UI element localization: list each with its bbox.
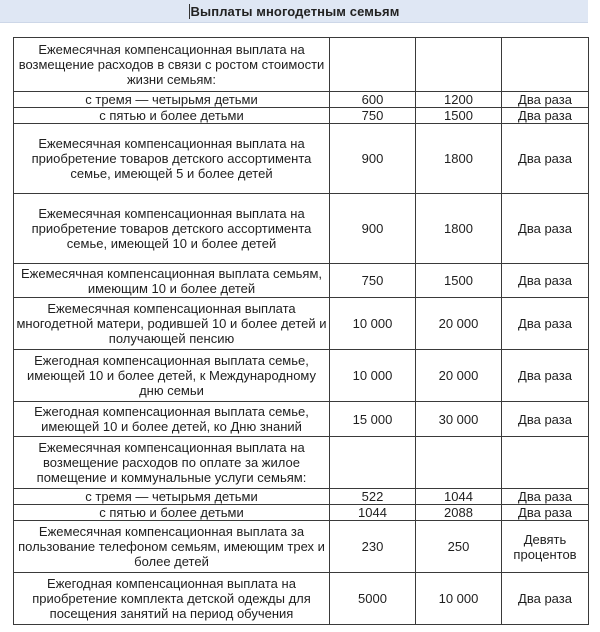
desc-cell: Ежегодная компенсационная выплата семье, имеющей 10 и более детей, к Международному дню семьи	[14, 350, 330, 402]
new-amount-cell: 1500	[416, 108, 502, 124]
increase-cell: Два раза	[502, 298, 589, 350]
payments-table	[13, 37, 589, 625]
table-row	[14, 350, 589, 402]
old-amount-cell: 10 000	[330, 298, 416, 350]
desc-cell: Ежемесячная компенсационная выплата многодетной матери, родившей 10 и более детей и получающей пенсию	[14, 298, 330, 350]
table-row	[14, 108, 589, 124]
new-amount-cell	[416, 38, 502, 92]
desc-cell: Ежемесячная компенсационная выплата на возмещение расходов в связи с ростом стоимости жизни семьям:	[14, 38, 330, 92]
old-amount-cell: 10 000	[330, 350, 416, 402]
increase-cell: Два раза	[502, 505, 589, 521]
new-amount-cell: 30 000	[416, 402, 502, 437]
new-amount-cell: 20 000	[416, 350, 502, 402]
desc-cell: с пятью и более детьми	[14, 108, 330, 124]
old-amount-cell: 522	[330, 489, 416, 505]
increase-cell: Два раза	[502, 92, 589, 108]
new-amount-cell: 250	[416, 521, 502, 573]
new-amount-cell: 1044	[416, 489, 502, 505]
table-row	[14, 521, 589, 573]
table-row	[14, 402, 589, 437]
new-amount-cell: 1800	[416, 124, 502, 194]
table-row	[14, 92, 589, 108]
new-amount-cell: 20 000	[416, 298, 502, 350]
increase-cell: Два раза	[502, 108, 589, 124]
old-amount-cell: 5000	[330, 573, 416, 625]
desc-cell: с тремя — четырьмя детьми	[14, 92, 330, 108]
page-title: Выплаты многодетным семьям	[190, 3, 400, 19]
increase-cell: Два раза	[502, 489, 589, 505]
desc-cell: с тремя — четырьмя детьми	[14, 489, 330, 505]
increase-cell	[502, 437, 589, 489]
increase-cell: Два раза	[502, 573, 589, 625]
old-amount-cell: 900	[330, 124, 416, 194]
desc-cell: Ежегодная компенсационная выплата семье, имеющей 10 и более детей, ко Дню знаний	[14, 402, 330, 437]
new-amount-cell: 1500	[416, 264, 502, 298]
new-amount-cell: 1800	[416, 194, 502, 264]
increase-cell: Девять процентов	[502, 521, 589, 573]
desc-cell: Ежемесячная компенсационная выплата на приобретение товаров детского ассортимента семье, имеющей 10 и более детей	[14, 194, 330, 264]
desc-cell: с пятью и более детьми	[14, 505, 330, 521]
increase-cell: Два раза	[502, 124, 589, 194]
table-row	[14, 194, 589, 264]
table-row	[14, 489, 589, 505]
old-amount-cell: 230	[330, 521, 416, 573]
new-amount-cell	[416, 437, 502, 489]
new-amount-cell: 2088	[416, 505, 502, 521]
new-amount-cell: 10 000	[416, 573, 502, 625]
table-row	[14, 505, 589, 521]
increase-cell: Два раза	[502, 402, 589, 437]
desc-cell: Ежегодная компенсационная выплата на приобретение комплекта детской одежды для посещения занятий на период обучения	[14, 573, 330, 625]
old-amount-cell: 900	[330, 194, 416, 264]
old-amount-cell: 15 000	[330, 402, 416, 437]
old-amount-cell: 600	[330, 92, 416, 108]
old-amount-cell: 1044	[330, 505, 416, 521]
old-amount-cell: 750	[330, 264, 416, 298]
table-row	[14, 298, 589, 350]
increase-cell: Два раза	[502, 264, 589, 298]
table-row	[14, 124, 589, 194]
desc-cell: Ежемесячная компенсационная выплата за пользование телефоном семьям, имеющим трех и более детей	[14, 521, 330, 573]
old-amount-cell	[330, 437, 416, 489]
increase-cell: Два раза	[502, 194, 589, 264]
increase-cell: Два раза	[502, 350, 589, 402]
desc-cell: Ежемесячная компенсационная выплата семьям, имеющим 10 и более детей	[14, 264, 330, 298]
table-row	[14, 38, 589, 92]
title-bar	[0, 0, 588, 23]
table-row	[14, 264, 589, 298]
table-row	[14, 573, 589, 625]
desc-cell: Ежемесячная компенсационная выплата на возмещение расходов по оплате за жилое помещение и коммунальные услуги семьям:	[14, 437, 330, 489]
new-amount-cell: 1200	[416, 92, 502, 108]
increase-cell	[502, 38, 589, 92]
desc-cell: Ежемесячная компенсационная выплата на приобретение товаров детского ассортимента семье, имеющей 5 и более детей	[14, 124, 330, 194]
old-amount-cell: 750	[330, 108, 416, 124]
old-amount-cell	[330, 38, 416, 92]
table-row	[14, 437, 589, 489]
